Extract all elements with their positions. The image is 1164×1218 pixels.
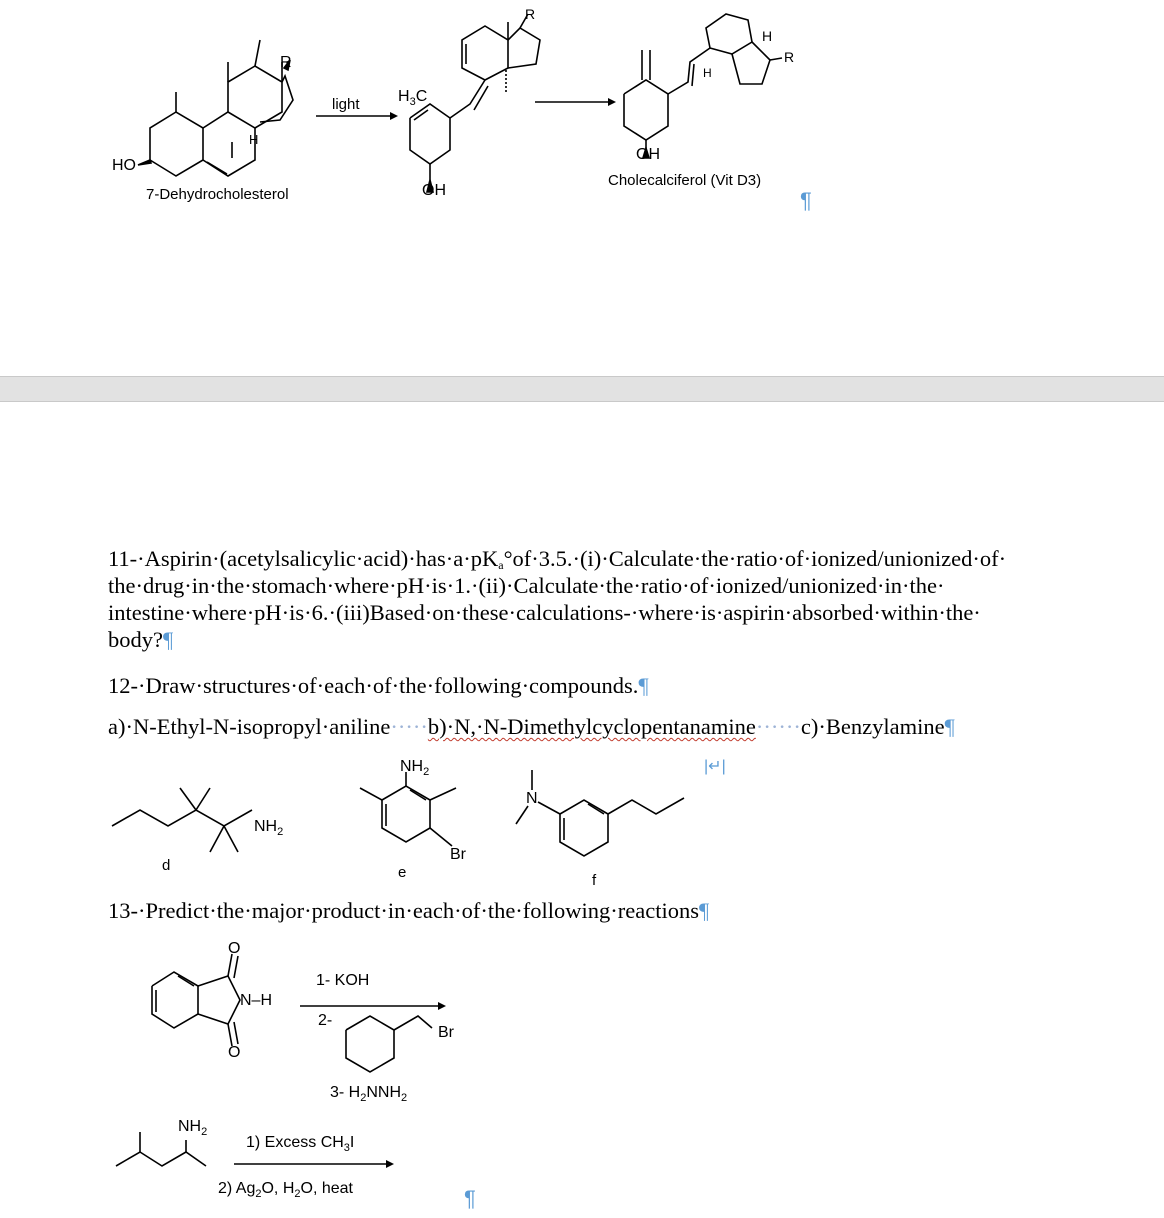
q13-title: 13-·Predict·the·major·product·in·each·of·the·following·reactions¶	[108, 898, 710, 923]
label-o-top: O	[228, 940, 241, 957]
label-f: f	[592, 872, 597, 889]
label-nh2-e: $NH_2$	[400, 758, 430, 779]
line-break-mark: |↵|	[704, 758, 726, 775]
compound-name-7-dehydrocholesterol: 7-Dehydrocholesterol	[146, 186, 289, 203]
label-r-3: R	[784, 49, 795, 65]
q12-a: a)·N-Ethyl-N-isopropyl·aniline	[108, 714, 391, 739]
q11-line-2: the·drug·in·the·stomach·where·pH·is·1.·(ii)·Calculate·the·ratio·of·ionized/unionized·in·the·	[108, 573, 945, 598]
structure-f	[516, 770, 684, 856]
q12-b: b)·N,·N-Dimethylcyclopentanamine	[427, 714, 756, 739]
q12-title: 12-·Draw·structures·of·each·of·the·following·compounds.¶	[108, 673, 649, 698]
label-br-e: Br	[450, 846, 466, 863]
q11-line-3: intestine·where·pH·is·6.·(iii)Based·on·these·calculations-·where·is·aspirin·absorbed·within·the·	[108, 600, 981, 625]
label-nh: N–H	[240, 992, 273, 1009]
structure-previtamin-d3	[410, 14, 540, 192]
q12-c: c)·Benzylamine	[800, 714, 945, 739]
label-e: e	[398, 864, 407, 881]
label-nh2-r2: $NH_2$	[178, 1118, 208, 1139]
compound-name-cholecalciferol: Cholecalciferol (Vit D3)	[608, 172, 762, 189]
label-r-2: R	[525, 6, 536, 22]
label-nh2-d: $NH_2$	[254, 818, 284, 839]
page-break-separator	[0, 376, 1164, 402]
label-br-reagent: Br	[438, 1024, 454, 1041]
structure-7-dehydrocholesterol	[138, 40, 293, 176]
reagent-step-3: 3- $H_2NNH_2$	[330, 1084, 408, 1105]
pilcrow-end: ¶	[464, 1186, 476, 1211]
label-h3c: $H_3C$	[398, 88, 428, 109]
label-d: d	[162, 857, 171, 874]
structure-cyclohexylmethyl-bromide	[346, 1016, 432, 1072]
r2-reagent-step-1: 1) Excess $CH_3I$	[246, 1134, 355, 1155]
label-o-bottom: O	[228, 1044, 241, 1061]
label-n-f: N	[526, 790, 538, 807]
label-oh-2: OH	[422, 182, 446, 199]
label-h-1: H	[249, 132, 259, 147]
structure-d	[112, 788, 252, 852]
reagent-step-2: 2-	[318, 1012, 333, 1029]
q11-line-1: 11-·Aspirin·(acetylsalicylic·acid)·has·a·pKa°of·3.5.·(i)·Calculate·the·ratio·of·ionized/unionized·of·	[108, 546, 1007, 572]
structure-cholecalciferol	[624, 14, 782, 158]
label-h-3: H	[762, 28, 773, 44]
q11-line-4: body?¶	[108, 627, 174, 652]
r2-reagent-step-2: 2) $Ag_2O$, $H_2O$, heat	[218, 1180, 353, 1201]
structure-phthalimide	[152, 954, 240, 1046]
reagent-step-1: 1- KOH	[316, 972, 370, 989]
pilcrow-mark: ¶	[800, 188, 812, 213]
label-oh-3: OH	[636, 146, 660, 163]
label-r-1: R	[280, 54, 292, 71]
label-ho: HO	[112, 157, 136, 174]
label-light: light	[332, 96, 360, 113]
structure-e	[360, 772, 456, 846]
label-h-4: H	[703, 66, 712, 80]
q12-compound-list: a)·N-Ethyl-N-isopropyl·aniline·····b)·N,·N-Dimethylcyclopentanamine······c)·Benzylamine¶	[108, 714, 955, 739]
